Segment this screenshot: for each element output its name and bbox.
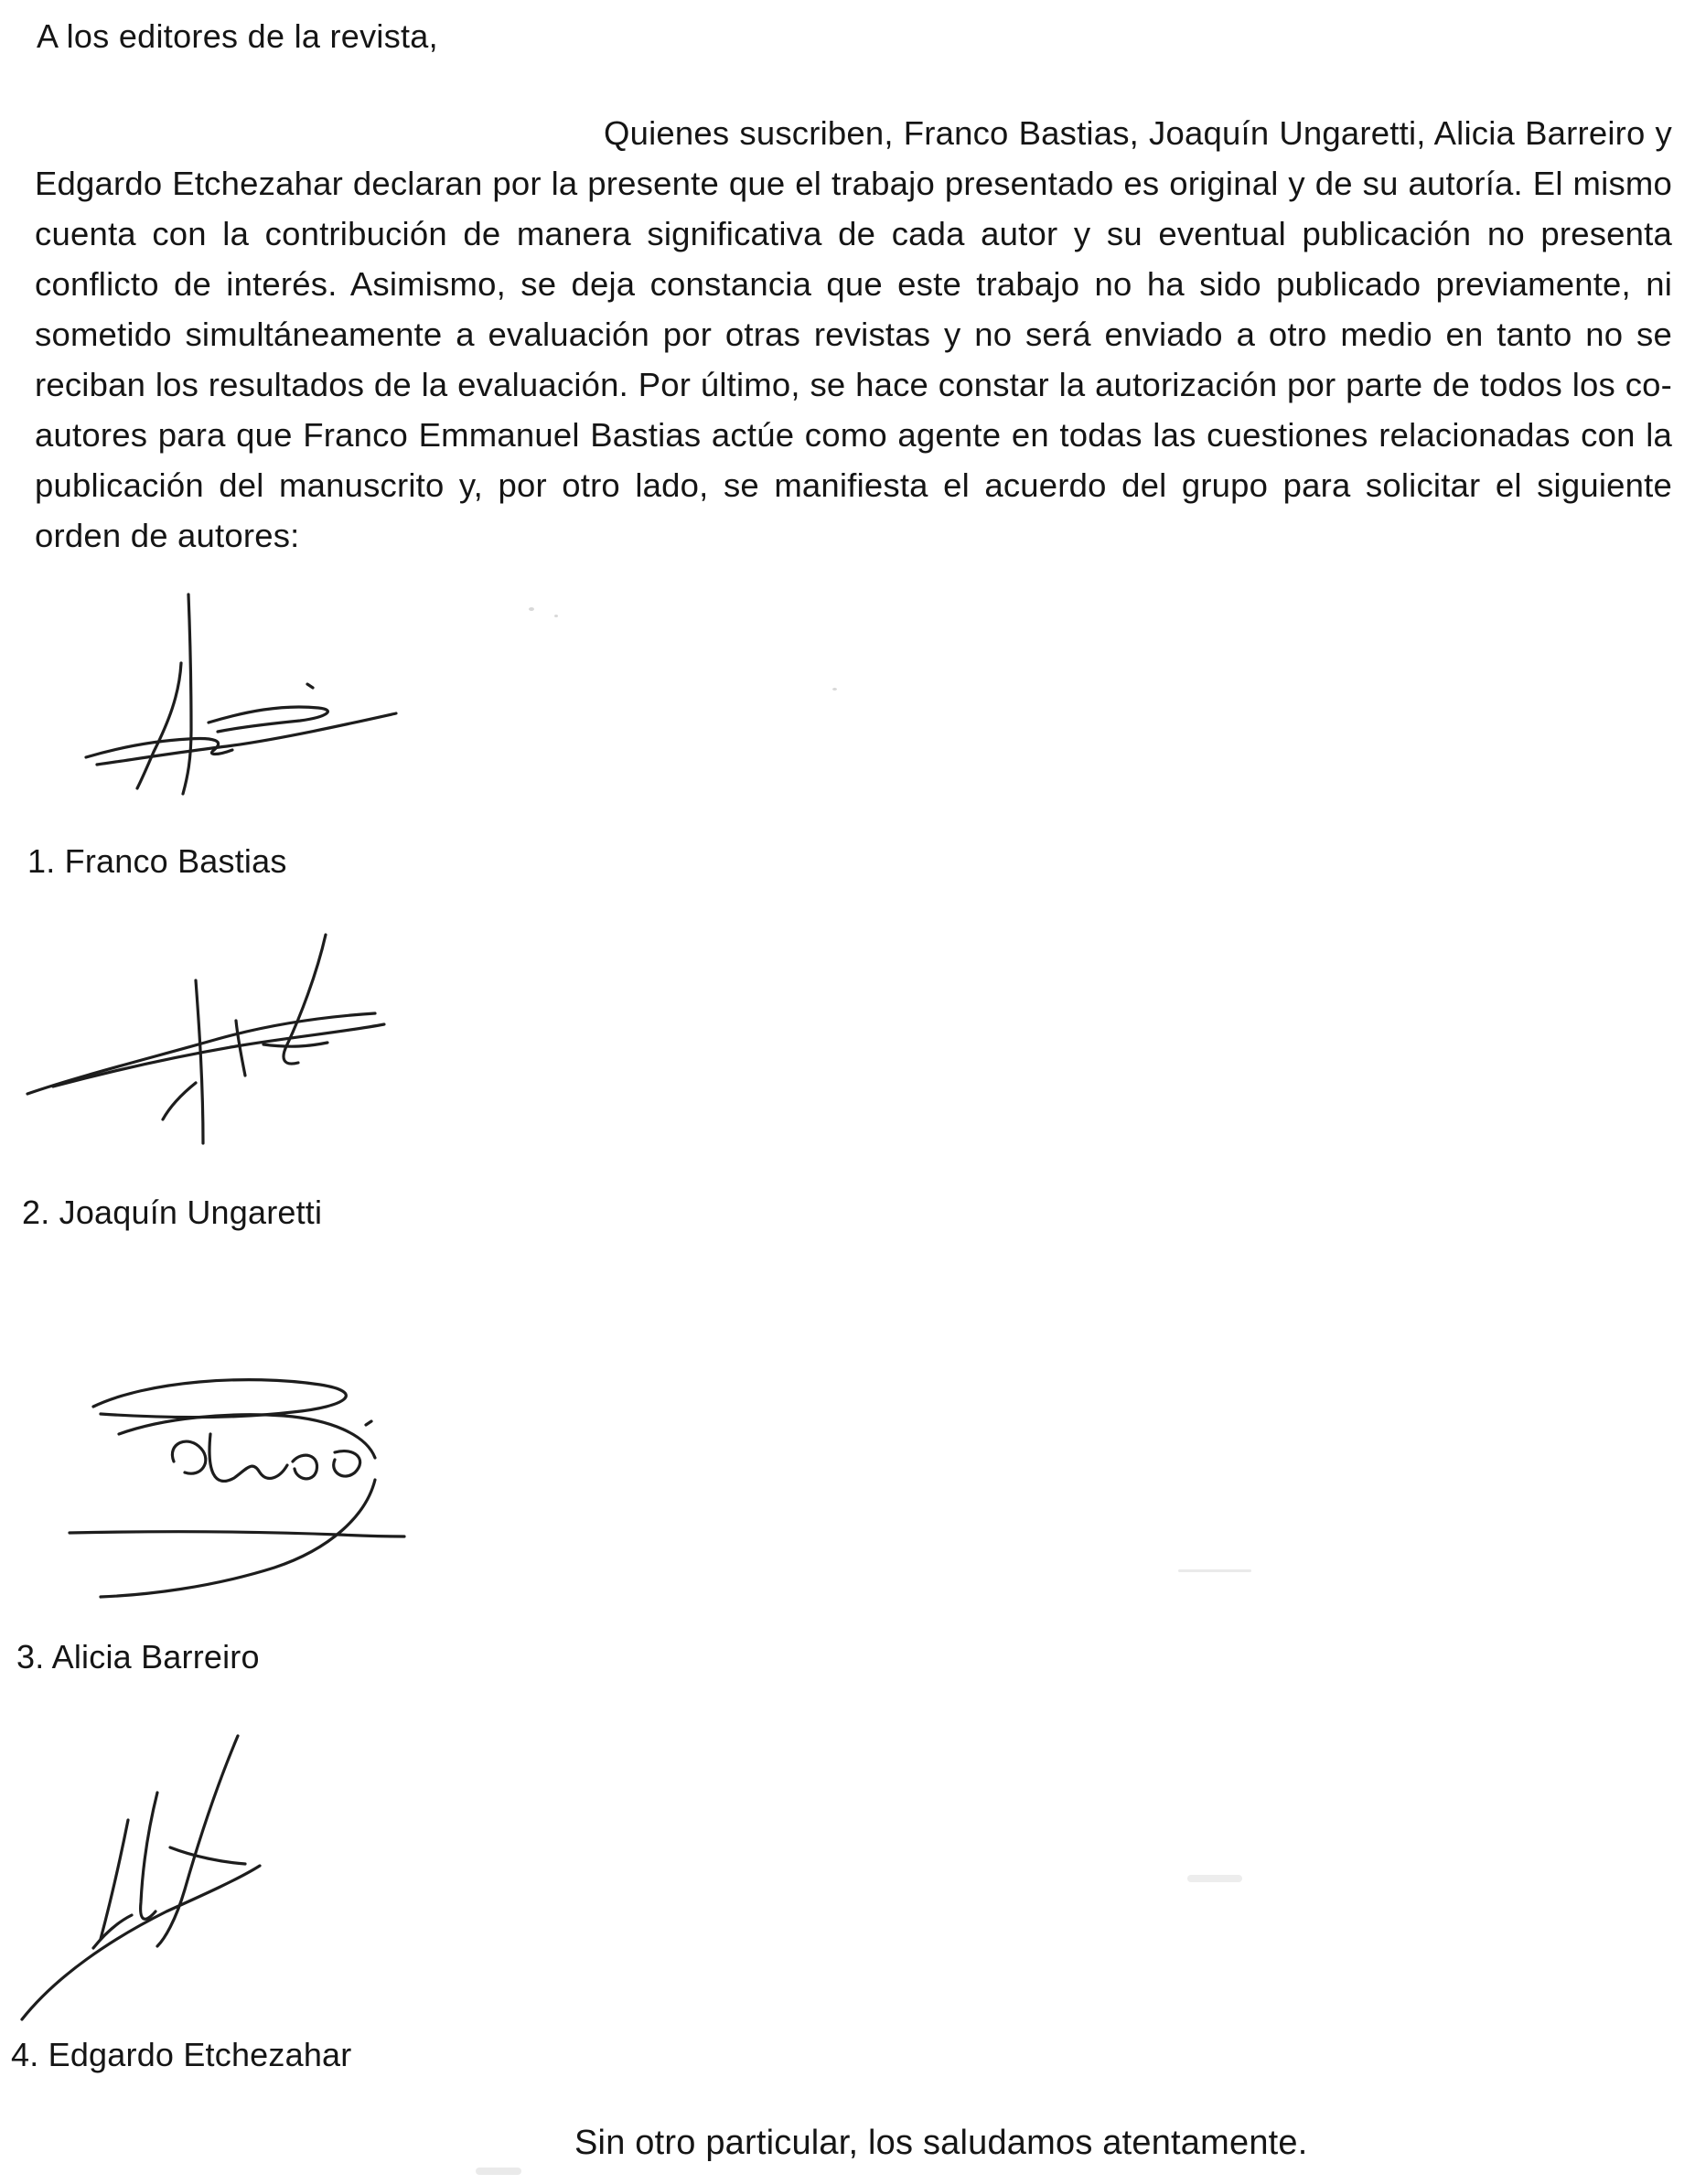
signature-joaquin-ungaretti [26, 929, 392, 1149]
scan-speck [554, 615, 558, 617]
signature-edgardo-etchezahar [20, 1729, 313, 2030]
author-1-name: 1. Franco Bastias [27, 842, 287, 880]
scan-speck [1178, 1569, 1251, 1572]
signature-franco-bastias [80, 585, 410, 805]
author-4-name: 4. Edgardo Etchezahar [11, 2036, 352, 2073]
scan-speck [832, 688, 837, 691]
scan-speck [476, 2168, 521, 2175]
signature-alicia-barreiro [64, 1370, 430, 1599]
letter-body: Quienes suscriben, Franco Bastias, Joaquín Ungaretti, Alicia Barreiro y Edgardo Etchezahar declaran por la presente que el trabajo presentado es original y de su autoría. El mismo cuenta con la contribución de manera significativa de cada autor y su eventual publicación no presenta conflicto de interés. Asimismo, se deja constancia que este trabajo no ha sido publicado previamente, ni sometido simultáneamente a evaluación por otras revistas y no será enviado a otro medio en tanto no se reciban los resultados de la evaluación. Por último, se hace constar la autorización por parte de todos los co-autores para que Franco Emmanuel Bastias actúe como agente en todas las cuestiones relacionadas con la publicación del manuscrito y, por otro lado, se manifiesta el acuerdo del grupo para solicitar el siguiente orden de autores: [35, 114, 1672, 554]
scan-speck [1187, 1875, 1242, 1882]
scan-speck [529, 607, 534, 611]
author-3-name: 3. Alicia Barreiro [16, 1638, 260, 1675]
letter-greeting: A los editores de la revista, [37, 17, 438, 55]
letter-closing: Sin otro particular, los saludamos atentamente. [574, 2124, 1308, 2162]
author-2-name: 2. Joaquín Ungaretti [22, 1194, 323, 1231]
